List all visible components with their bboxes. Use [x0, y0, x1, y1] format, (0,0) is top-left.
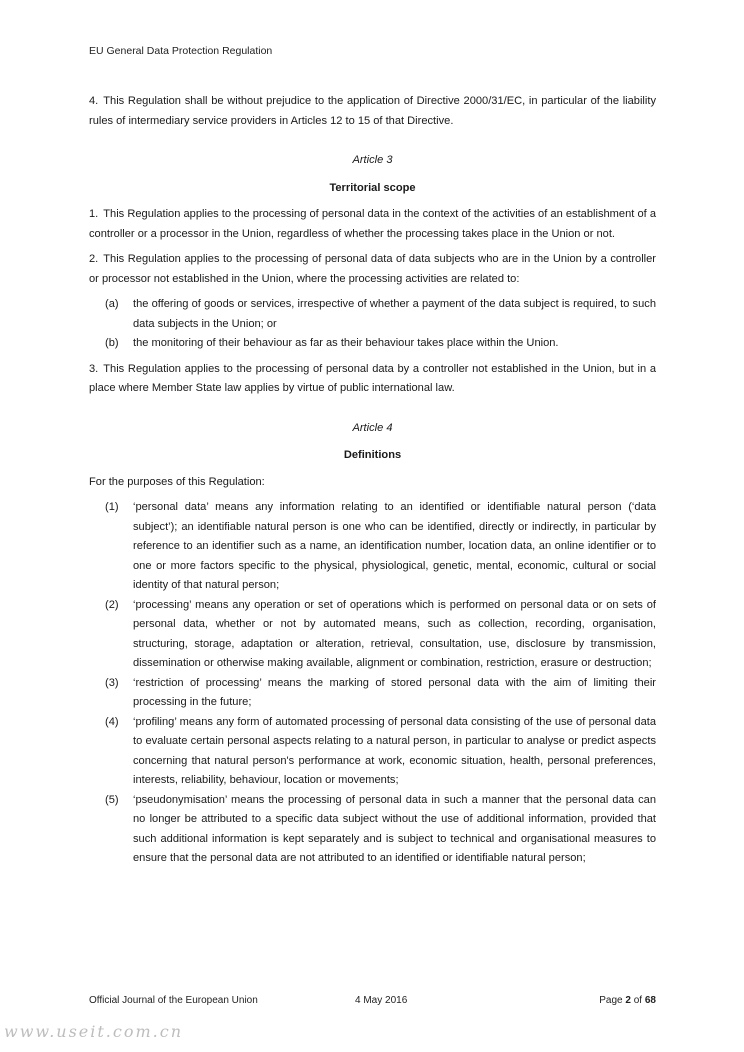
paragraph-number: 3.: [89, 362, 99, 375]
list-item-label: (a): [105, 298, 119, 310]
header-title: EU General Data Protection Regulation: [89, 45, 273, 57]
list-item-text: ‘pseudonymisation’ means the processing of personal data in such a manner that the personal data can no longer be attributed to a specific data subject without the use of additional information, provided that such additional information is kept separately and is subject to technical and organisational measures to ensure that the personal data are not attributed to an identified or identifiable natural person;: [133, 793, 656, 864]
definitions-list: [89, 498, 656, 869]
paragraph-text: This Regulation applies to the processing of personal data by a controller not established in the Union, but in a place where Member State law applies by virtue of public international law.: [89, 362, 656, 394]
footer-date: 4 May 2016: [355, 995, 408, 1006]
list-item-label: (2): [105, 598, 119, 611]
article-3-paragraph-2: [89, 250, 656, 289]
list-item: [89, 334, 656, 354]
paragraph-text: This Regulation applies to the processing of personal data in the context of the activities of an establishment of a controller or a processor in the Union, regardless of whether the processing takes place in the Union or not.: [89, 208, 656, 240]
list-item-label: (5): [105, 793, 119, 806]
page-separator: of: [630, 995, 645, 1006]
list-item: [89, 674, 656, 713]
list-item-text: ‘restriction of processing’ means the marking of stored personal data with the aim of limiting their processing in the future;: [133, 676, 656, 708]
paragraph-text: This Regulation applies to the processing of personal data of data subjects who are in the Union by a controller or processor not established in the Union, where the processing activities are related to:: [89, 253, 656, 285]
list-item-text: ‘personal data’ means any information relating to an identified or identifiable natural person (‘data subject’); an identifiable natural person is one who can be identified, directly or indirectly, in particular by reference to an identifier such as a name, an identification number, location data, an online identifier or to one or more factors specific to the physical, physiological, genetic, mental, economic, cultural or social identity of that natural person;: [133, 501, 656, 591]
list-item-label: (b): [105, 337, 119, 349]
list-item-text: the monitoring of their behaviour as far as their behaviour takes place within the Union.: [133, 337, 559, 349]
article-3-paragraph-1: [89, 205, 656, 244]
document-header: [89, 45, 272, 57]
page-indicator: [599, 995, 656, 1006]
paragraph-number: 1.: [89, 208, 99, 220]
article-4-title: Definitions: [343, 449, 402, 461]
list-item: [89, 713, 656, 791]
list-item-label: (4): [105, 715, 119, 728]
footer-journal: Official Journal of the European Union: [89, 995, 258, 1006]
intro-paragraph: [89, 92, 656, 131]
article-3-number: Article 3: [352, 154, 393, 166]
list-item: [89, 295, 656, 334]
list-item-label: (3): [105, 676, 119, 689]
article-4-intro: For the purposes of this Regulation:: [89, 475, 265, 488]
document-body: [89, 92, 656, 875]
page-total: 68: [644, 995, 656, 1006]
list-item-label: (1): [105, 501, 119, 513]
list-item: [89, 791, 656, 869]
watermark: www.useit.com.cn: [4, 1022, 184, 1041]
page-current: 2: [625, 995, 631, 1006]
article-3-paragraph-3: [89, 360, 656, 399]
list-item: [89, 498, 656, 596]
article-3-list: [89, 295, 656, 354]
list-item-text: ‘processing’ means any operation or set of operations which is performed on personal data or on sets of personal data, whether or not by automated means, such as collection, recording, organisation, structuring, storage, adaptation or alteration, retrieval, consultation, use, disclosure by transmission, dissemination or otherwise making available, alignment or combination, restriction, erasure or destruction;: [133, 598, 656, 669]
page-prefix: Page: [599, 995, 626, 1006]
paragraph-text: This Regulation shall be without prejudice to the application of Directive 2000/31/EC, in particular of the liability rules of intermediary service providers in Articles 12 to 15 of that Directive.: [89, 95, 656, 127]
article-3-title: Territorial scope: [329, 181, 416, 194]
list-item-text: the offering of goods or services, irrespective of whether a payment of the data subject is required, to such data subjects in the Union; or: [133, 298, 656, 330]
article-4-number: Article 4: [352, 421, 393, 434]
list-item-text: ‘profiling’ means any form of automated processing of personal data consisting of the use of personal data to evaluate certain personal aspects relating to a natural person, in particular to analyse or predict aspects concerning that natural person's performance at work, economic situation, health, personal preferences, interests, reliability, behaviour, location or movements;: [133, 715, 656, 786]
paragraph-number: 4.: [89, 95, 99, 107]
list-item: [89, 596, 656, 674]
paragraph-number: 2.: [89, 253, 99, 265]
